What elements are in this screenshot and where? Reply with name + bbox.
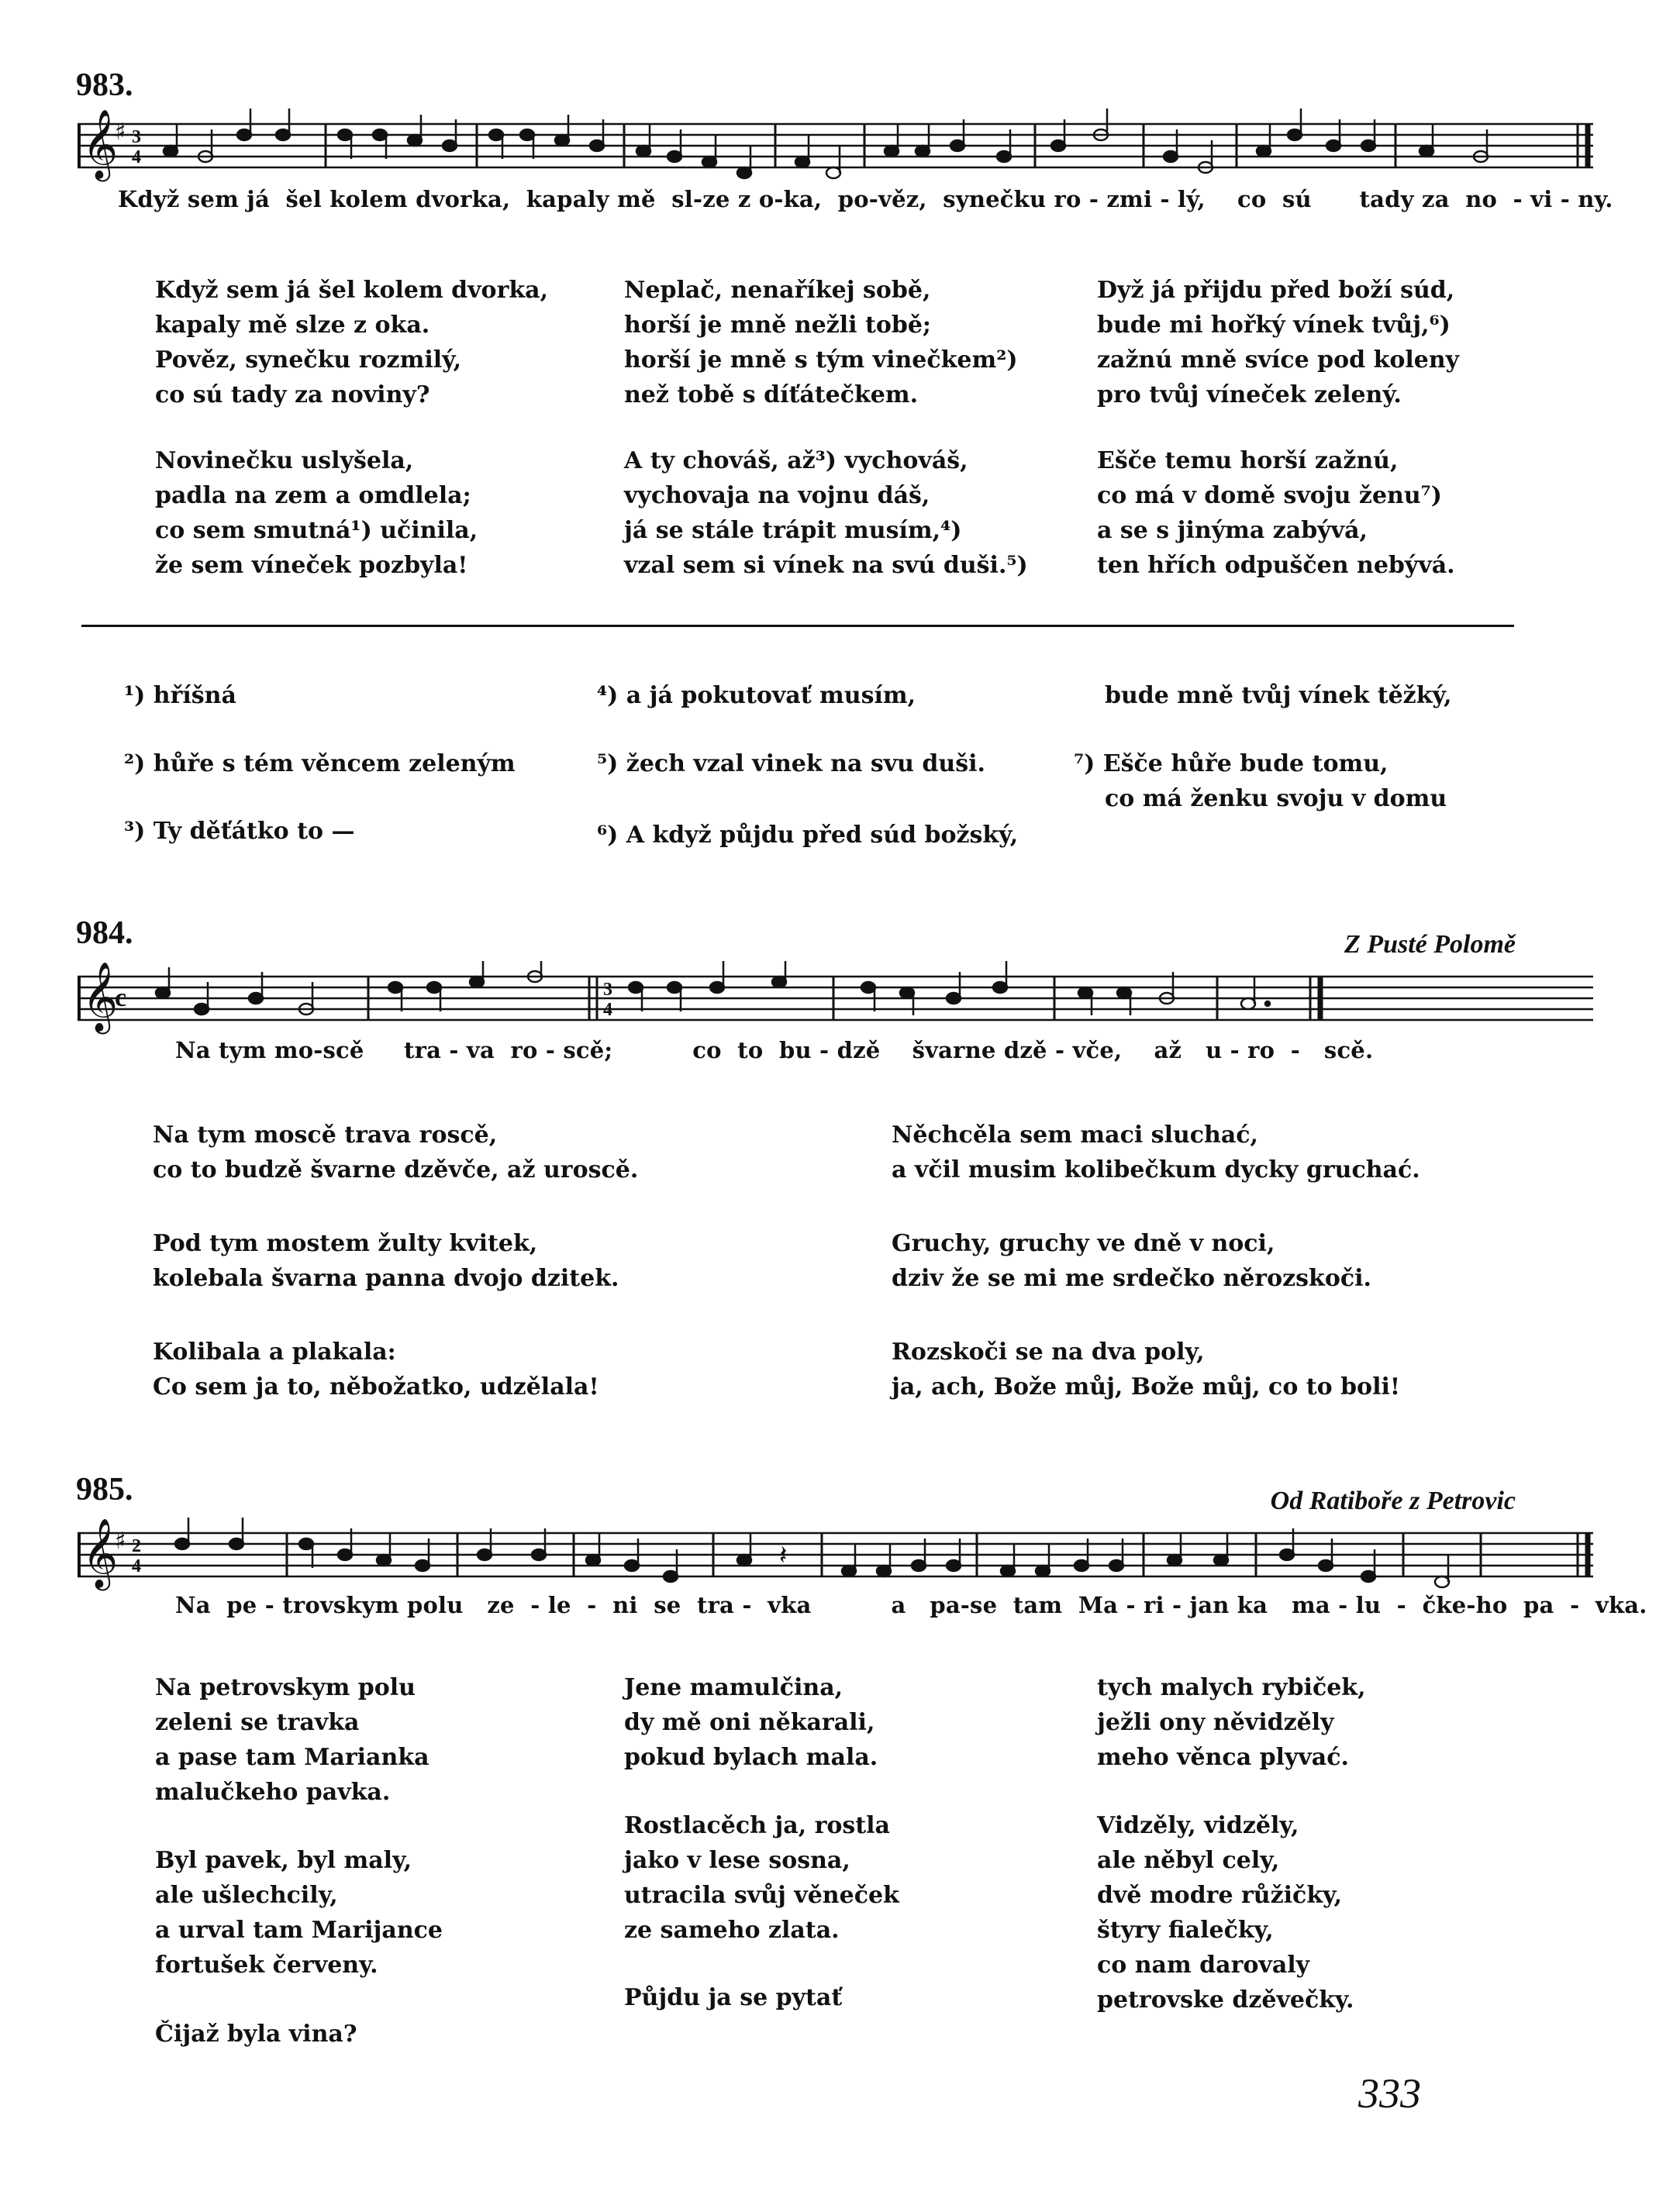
stanza-983-5: Dyž já přijdu před boží súd, bude mi hořký vínek tvůj,⁶) zažnú mně svíce pod koleny pro tvůj víneček zelený. xyxy=(1097,277,1460,408)
svg-text:4: 4 xyxy=(603,1000,612,1020)
stanza-984-6: Rozskoči se na dva poly, ja, ach, Bože můj, Bože můj, co to boli! xyxy=(892,1339,1401,1401)
stanza-984-1: Na tym moscě trava roscě, co to budzě švarne dzěvče, až uroscě. xyxy=(153,1122,639,1184)
stanza-985-1: Na petrovskym polu zeleni se travka a pase tam Marianka malučkeho pavka. xyxy=(155,1674,429,1806)
footnote-7-continued: co má ženku svoju v domu xyxy=(1105,785,1447,812)
svg-text:4: 4 xyxy=(132,147,141,167)
stanza-985-4: Jene mamulčina, dy mě oni někarali, pokud bylach mala. xyxy=(624,1674,878,1771)
svg-text:2: 2 xyxy=(132,1536,141,1556)
svg-text:c: c xyxy=(115,984,127,1012)
stanza-983-2: Novinečku uslyšela, padla na zem a omdlela; co sem smutná¹) učinila, že sem víneček pozbyla! xyxy=(155,447,478,579)
footnote-6-continued: bude mně tvůj vínek těžký, xyxy=(1105,682,1452,709)
stanza-985-3: Čijaž byla vina? xyxy=(155,2021,357,2048)
svg-text:𝄽: 𝄽 xyxy=(779,1540,788,1571)
stanza-983-4: A ty chováš, až³) vychováš, vychovaja na vojnu dáš, já se stále trápit musím,⁴) vzal sem si vínek na svú duši.⁵) xyxy=(624,447,1028,579)
stanza-983-3: Neplač, nenaříkej sobě, horší je mně nežli tobě; horší je mně s tým vinečkem²) než tobě s díťátečkem. xyxy=(624,277,1018,408)
svg-text:♯: ♯ xyxy=(115,119,126,146)
song-number-985: 985. xyxy=(76,1472,133,1507)
stanza-985-7: tych malych rybiček, ježli ony něvidzěly meho věnca plyvać. xyxy=(1097,1674,1366,1771)
footnote-3: ³) Ty děťátko to — xyxy=(124,818,355,845)
staff-984 xyxy=(78,961,1597,1039)
stanza-984-5: Gruchy, gruchy ve dně v noci, dziv že se mi me srdečko něrozskoči. xyxy=(892,1230,1371,1292)
footnote-5: ⁵) žech vzal vinek na svu duši. xyxy=(597,750,985,777)
stanza-984-4: Něchcěla sem maci sluchać, a včil musim kolibečkum dycky gruchać. xyxy=(892,1122,1420,1184)
melody-lyrics-985: Na pe - trovskym polu ze - le - ni se tra - vka a pa-se tam Ma - ri - jan ka ma - lu - čke-ho pa - vka. xyxy=(175,1592,1647,1618)
svg-text:3: 3 xyxy=(132,127,141,147)
svg-text:♯: ♯ xyxy=(115,1528,126,1555)
footnote-6: ⁶) A když půjdu před súd božský, xyxy=(597,822,1019,849)
footnote-2: ²) hůře s tém věncem zeleným xyxy=(124,750,516,777)
stanza-985-8: Vidzěly, vidzěly, ale něbyl cely, dvě modre růžičky, štyry fialečky, co nam darovaly petrovske dzěvečky. xyxy=(1097,1812,1354,2014)
footnote-divider xyxy=(81,625,1514,627)
stanza-984-2: Pod tym mostem žulty kvitek, kolebala švarna panna dvojo dzitek. xyxy=(153,1230,619,1292)
footnote-4: ⁴) a já pokutovať musím, xyxy=(597,682,916,709)
page-number: 333 xyxy=(1358,2070,1421,2117)
svg-text:𝄞: 𝄞 xyxy=(82,1518,119,1588)
svg-text:3: 3 xyxy=(603,980,612,1000)
svg-text:𝄞: 𝄞 xyxy=(82,962,119,1032)
footnote-7: ⁷) Ešče hůře bude tomu, xyxy=(1074,750,1389,777)
footnote-1: ¹) hříšná xyxy=(124,682,236,709)
stanza-985-5: Rostlacěch ja, rostla jako v lese sosna, utracila svůj věneček ze sameho zlata. xyxy=(624,1812,899,1944)
stanza-983-1: Když sem já šel kolem dvorka, kapaly mě slze z oka. Pověz, synečku rozmilý, co sú tady za noviny? xyxy=(155,277,549,408)
song-number-983: 983. xyxy=(76,67,133,103)
staff-985 xyxy=(78,1518,1597,1595)
melody-lyrics-983: Když sem já šel kolem dvorka, kapaly mě sl-ze z o-ka, po-věz, synečku ro - zmi - lý, co sú tady za no - vi - ny. xyxy=(118,186,1613,212)
song-number-984: 984. xyxy=(76,915,133,951)
stanza-983-6: Ešče temu horší zažnú, co má v domě svoju ženu⁷) a se s jinýma zabývá, ten hřích odpuščen nebývá. xyxy=(1097,447,1455,579)
stanza-985-2: Byl pavek, byl maly, ale ušlechcily, a urval tam Marijance fortušek červeny. xyxy=(155,1847,443,1979)
svg-text:𝄞: 𝄞 xyxy=(82,109,119,179)
staff-983 xyxy=(78,109,1597,186)
stanza-984-3: Kolibala a plakala: Co sem ja to, něbožatko, udzělala! xyxy=(153,1339,599,1401)
stanza-985-6: Půjdu ja se pytať xyxy=(624,1984,843,2011)
svg-text:4: 4 xyxy=(132,1556,141,1576)
song-origin-984: Z Pusté Polomě xyxy=(1344,930,1516,959)
melody-lyrics-984: Na tym mo-scě tra - va ro - scě; co to bu - dzě švarne dzě - vče, až u - ro - scě. xyxy=(175,1037,1374,1063)
song-origin-985: Od Ratiboře z Petrovic xyxy=(1270,1487,1516,1515)
